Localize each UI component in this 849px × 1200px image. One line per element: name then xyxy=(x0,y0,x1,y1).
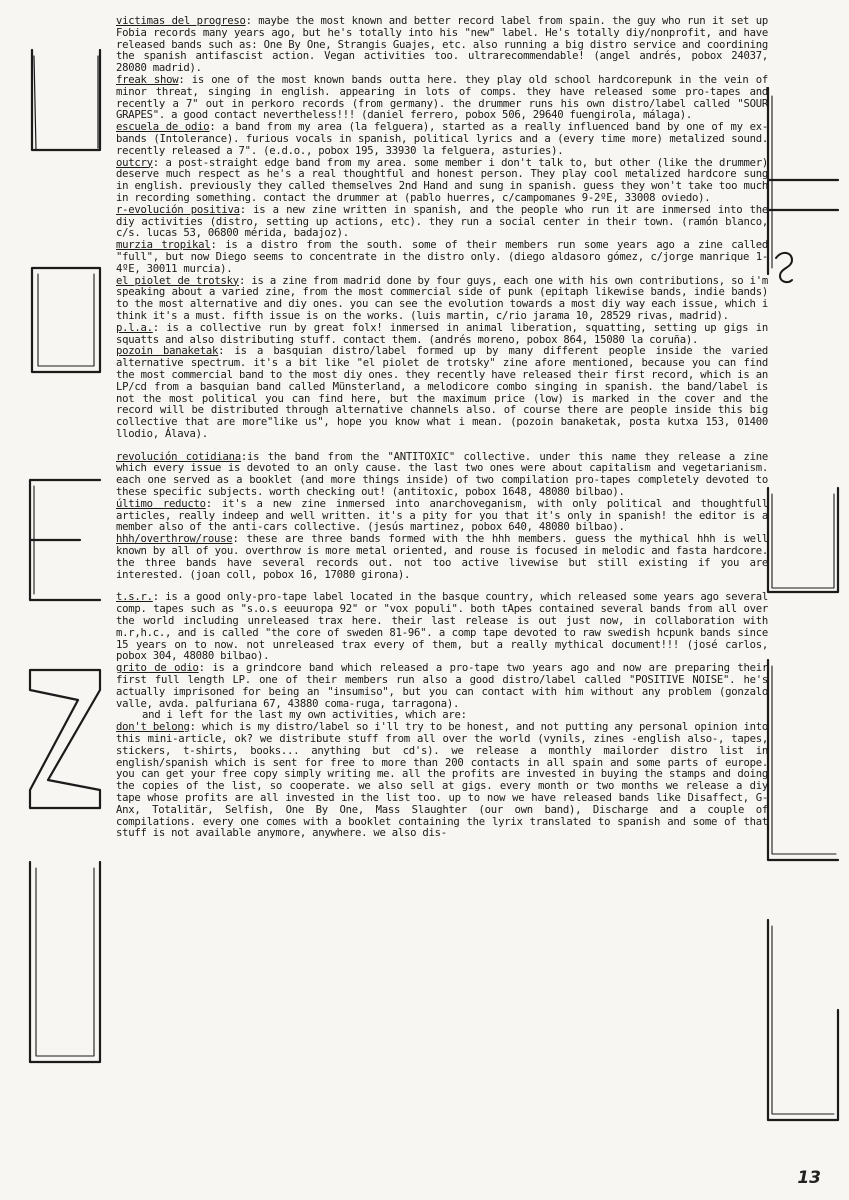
entry-name: hhh/overthrow/rouse xyxy=(116,533,233,546)
entry-name: freak show xyxy=(116,73,179,86)
entry-text: and i left for the last my own activities, which are: xyxy=(142,709,467,722)
entry-hhh-overthrow-rouse xyxy=(116,534,768,581)
entry-name: último reducto xyxy=(116,497,206,510)
entry-murzia-tropikal xyxy=(116,240,768,275)
entry-escuela-de-odio xyxy=(116,122,768,157)
entry-text: : is a new zine written in spanish, and the people who run it are inmersed into the diy activities (distro, setting up actions, etc). they run a social center in their town. (ramón blanco, c/s. lucas 53, 06800 mérida, badajoz). xyxy=(116,203,768,240)
entry-name: p.l.a. xyxy=(116,321,153,334)
entry-text: : these are three bands formed with the hhh members. guess the mythical hhh is well known by all of you. overthrow is more metal oriented, and rouse is focused in melodic and fasta hardcore. the three bands have several records out. not too active livewise but still existing if you are interested. (joan coll, pobox 16, 17080 girona). xyxy=(116,533,768,581)
entry-name: victimas del progreso xyxy=(116,15,246,27)
entry-dont-belong xyxy=(116,722,768,840)
entry-name: r-evolución positiva xyxy=(116,203,240,216)
entry-name: don't belong xyxy=(116,721,190,734)
entry-freak-show xyxy=(116,75,768,122)
entry-text: : is a basquian distro/label formed up by many different people inside the varied alternative spectrum. it's a bit like "el piolet de trotsky" zine afore mentioned, because you can find the most commercial band to the most diy ones. they recently have released their first record, which is an LP/cd from a basquian band called Münsterland, a melodicore combo singing in spanish. the band/label is not the most political you can find here, but the maximum price (low) is marked in the cover and the record will be distributed through alternative channels also. of course there are people inside this big collective that are more"like us", hope you know what i mean. (pozoin banaketak, posta kutxa 153, 01400 llodio, Álava). xyxy=(116,345,768,440)
entry-name: el piolet de trotsky xyxy=(116,274,239,287)
entry-grito-de-odio xyxy=(116,663,768,710)
entry-text: : is a grindcore band which released a pro-tape two years ago and now are preparing their first full length LP. one of their members run also a good distro/label called "POSITIVE NOISE". he's actually imprisoned for being an "insumiso", but you can contact with him without any problem (gonzalo valle, avda. palfuriana 67, 43880 coma-ruga, tarragona). xyxy=(116,662,769,710)
entry-revolucion-cotidiana xyxy=(116,452,768,499)
entry-pozoin-banaketak xyxy=(116,346,768,440)
entry-tsr xyxy=(116,592,768,663)
entry-name: grito de odio xyxy=(116,662,199,675)
entry-outcry xyxy=(116,158,768,205)
entry-text: : is a zine from madrid done by four guys, each one with his own contributions, so i'm speaking about a varied zine, from the most commercial side of punk (epitaph likewise bands, indie bands) to the most alternative and diy ones. you can see the evolution towards a most diy way each issue, which i think it's a must. fifth issue is on the works. (luis martin, c/rio jarama 10, 28529 rivas, madrid). xyxy=(116,274,769,322)
page-number: 13 xyxy=(797,1168,821,1188)
entry-text: : maybe the most known and better record label from spain. the guy who run it set up Fobia records many years ago, but he's totally into his "new" label. He's totally diy/nonprofit, and have released bands such as: One By One, Strangis Guajes, etc. also running a big distro service and coordining the spanish antifascist action. Vegan activities too. ultrarecommendable! (angel andrés, pobox 24037, 28080 madrid). xyxy=(116,15,769,75)
entry-name: t.s.r. xyxy=(116,591,153,604)
article-column xyxy=(116,16,768,840)
entry-pla xyxy=(116,323,768,347)
entry-text: : is one of the most known bands outta here. they play old school hardcorepunk in the vein of minor threat, singing in english. appearing in lots of comps. they have released some pro-tapes and recently a 7" out in perkoro records (from germany). the drummer runs his own distro/label called "SOUR GRAPES". a good contact nevertheless!!! (daniel ferrero, pobox 506, 29640 fuengirola, málaga). xyxy=(116,73,769,122)
entry-text: : is a good only-pro-tape label located in the basque country, which released some years ago several comp. tapes such as "s.o.s eeuuropa 92" or "vox populi". both tApes contained several bands from all over the world including unreleased trax here. their last release is out just now, in collaboration with m.r,h.c., and is called "the core of sweden 81-96". a comp tape devoted to raw swedish hcpunk bands since 15 years on to now. not unreleased trax every of them, but a really mythical document!!! (josé carlos, pobox 304, 48080 bilbao). xyxy=(116,591,768,663)
entry-ultimo-reducto xyxy=(116,499,768,534)
entry-name: outcry xyxy=(116,156,153,169)
entry-name: murzia tropikal xyxy=(116,239,211,252)
entry-name: pozoin banaketak xyxy=(116,345,219,358)
entry-el-piolet-de-trotsky xyxy=(116,276,768,323)
entry-text: : it's a new zine inmersed into anarchoveganism, with only political and thoughtfull articles, really indeep and well written. it's a pity for you that it's only in spanish! the editor is a member also of the anti-cars collective. (jesús martinez, pobox 640, 48080 bilbao). xyxy=(116,497,768,534)
entry-name: revolución cotidiana xyxy=(116,450,241,463)
entry-text: : is a collective run by great folx! inmersed in animal liberation, squatting, setting up gigs in squatts and also distributing stuff. contact them. (andrés moreno, pobox 864, 15080 la coruña). xyxy=(116,321,768,346)
entry-text: :is the band from the "ANTITOXIC" collective. under this name they release a zine which every issue is devoted to an only cause. the last two ones were about capitalism and vegetarianism. each one served as a booklet (and more things inside) of two compilation pro-tapes completely devoted to these specific subjects. worth checking out! (antitoxic, pobox 1648, 48080 bilbao). xyxy=(116,450,768,499)
entry-r-evolucion-positiva xyxy=(116,205,768,240)
entry-text: : a post-straight edge band from my area. some member i don't talk to, but other (like the drummer) deserve much respect as he's a real thoughtful and honest person. They play cool metalized hardcore sung in english. previously they called themselves 2nd Hand and sung in spanish. guess they won't take too much in recording something. contact the drummer at (pablo huerres, c/campomanes 9-2ºE, 33008 oviedo). xyxy=(116,156,768,204)
entry-name: escuela de odio xyxy=(116,121,210,134)
entry-text: : which is my distro/label so i'll try to be honest, and not putting any personal opinion into this mini-article, ok? we distribute stuff from all over the world (vynils, zines -english also-, tapes, stickers, t-shirts, books... anything but cd's). we release a monthly mailorder distro list in english/spanish which is sent for free to more than 200 contacts in all spain and some parts of europe. you can get your free copy simply writing me. all the profits are invested in buying the stamps and doing the copies of the list, so cooperate. we also sell at gigs. every month or two months we release a diy tape whose profits are all invested in the list too. up to now we have released bands like Disaffect, G-Anx, Totalitär, Selfish, One By One, Mass Slaughter (our own band), Discharge and a couple of compilations. every one comes with a booklet containing the lyrix translated to spanish and some of that stuff is not available anymore, anywhere. we also dis- xyxy=(116,721,768,840)
entry-text: : is a distro from the south. some of their members run some years ago a zine called "full", but now Diego seems to concentrate in the distro only. (diego aldasoro gómez, c/jorge manrique 1-4ºE, 30011 murcia). xyxy=(116,239,769,275)
entry-text: : a band from my area (la felguera), started as a really influenced band by one of my ex-bands (Intolerance). furious vocals in spanish, political lyrics and a (every time more) metalized sound. recently released a 7". (e.d.o., pobox 195, 33930 la felguera, asturies). xyxy=(116,121,768,157)
entry-victimas-del-progreso xyxy=(116,16,768,75)
